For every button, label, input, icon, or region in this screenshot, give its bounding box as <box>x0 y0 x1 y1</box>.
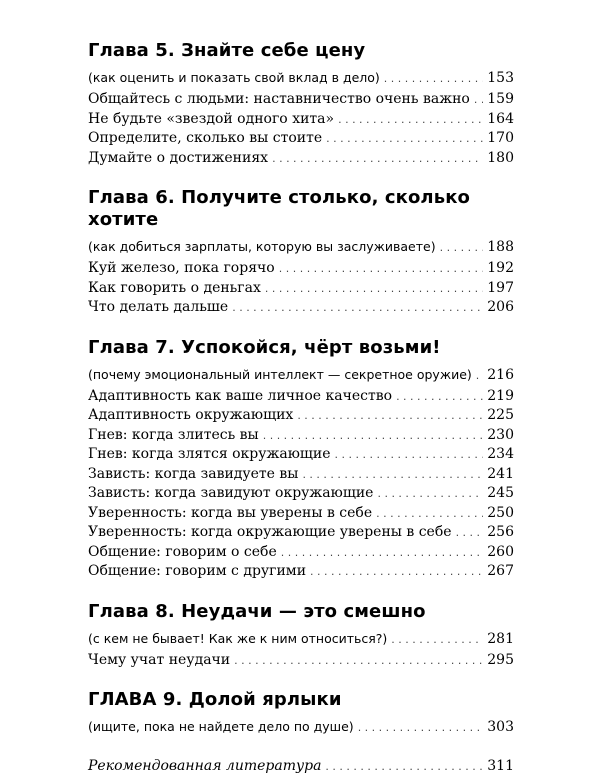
toc-entry[interactable] <box>88 484 514 504</box>
dot-leader <box>358 717 484 738</box>
page-number: 180 <box>487 149 514 166</box>
entry-title: (ищите, пока не найдете дело по душе) <box>88 719 354 734</box>
entry-title: Думайте о достижениях <box>88 149 269 166</box>
dot-leader <box>297 406 483 426</box>
entry-title: Гнев: когда злитесь вы <box>88 426 259 443</box>
toc-entry[interactable] <box>88 90 514 110</box>
table-of-contents <box>88 40 514 777</box>
entry-title: Куй железо, пока горячо <box>88 260 275 276</box>
page-number: 164 <box>487 110 514 127</box>
dot-leader <box>265 279 483 299</box>
entry-title: Рекомендованная литература <box>88 758 322 774</box>
page-number: 153 <box>487 70 514 86</box>
page-number: 241 <box>487 465 514 482</box>
page-number: 225 <box>487 407 514 423</box>
toc-entry[interactable] <box>88 298 514 318</box>
page-number: 230 <box>487 426 514 443</box>
entry-title: Адаптивность как ваше личное качество <box>88 387 393 404</box>
entry-title: Определите, сколько вы стоите <box>88 130 323 146</box>
toc-entry[interactable] <box>88 651 514 671</box>
page-number: 281 <box>487 630 514 647</box>
dot-leader <box>335 445 484 465</box>
entry-title: (как оценить и показать свой вклад в дело) <box>88 70 380 85</box>
entry-title: Чему учат неудачи <box>88 651 231 668</box>
entry-title: Общение: говорим о себе <box>88 543 277 560</box>
entry-title: (почему эмоциональный интеллект — секретное оружие) <box>88 366 472 382</box>
toc-entry[interactable] <box>88 504 514 524</box>
references-entry[interactable] <box>88 757 514 777</box>
dot-leader <box>272 149 483 169</box>
toc-entry[interactable] <box>88 465 514 485</box>
page-number: 311 <box>487 758 514 774</box>
dot-leader <box>263 426 484 446</box>
entry-title: Гнев: когда злятся окружающие <box>88 446 331 462</box>
entry-title: Зависть: когда завидуют окружающие <box>88 485 374 501</box>
chapter-block <box>88 601 514 671</box>
toc-entry[interactable] <box>88 129 514 149</box>
entry-title: Как говорить о деньгах <box>88 279 261 296</box>
dot-leader <box>377 484 483 504</box>
toc-entry[interactable] <box>88 387 514 407</box>
dot-leader <box>338 110 483 130</box>
entry-title: Общайтесь с людьми: наставничество очень важно <box>88 91 470 107</box>
dot-leader <box>302 465 483 485</box>
page-number: 245 <box>487 485 514 501</box>
page-number: 260 <box>487 543 514 560</box>
chapter-title[interactable]: Глава 6. Получите столько, сколько хотите <box>88 187 470 230</box>
chapter-subtitle-row[interactable] <box>88 364 514 386</box>
toc-entry[interactable] <box>88 149 514 169</box>
chapter-subtitle-row[interactable] <box>88 716 514 738</box>
chapter-block <box>88 689 514 738</box>
dot-leader <box>391 629 483 650</box>
entry-title: Общение: говорим с другими <box>88 563 307 579</box>
dot-leader <box>232 298 483 318</box>
entry-title: Зависть: когда завидуете вы <box>88 465 299 482</box>
page-number: 170 <box>487 130 514 146</box>
chapter-title[interactable]: ГЛАВА 9. Долой ярлыки <box>88 689 342 710</box>
toc-entry[interactable] <box>88 543 514 563</box>
toc-entry[interactable] <box>88 110 514 130</box>
chapter-subtitle-row[interactable] <box>88 67 514 89</box>
chapter-title[interactable]: Глава 7. Успокойся, чёрт возьми! <box>88 336 441 358</box>
page-number: 303 <box>487 719 514 735</box>
dot-leader <box>326 129 483 149</box>
page-number: 219 <box>487 387 514 404</box>
toc-entry[interactable] <box>88 426 514 446</box>
chapter-title[interactable]: Глава 8. Неудачи — это смешно <box>88 600 426 622</box>
dot-leader <box>440 237 484 258</box>
entry-title: Не будьте «звездой одного хита» <box>88 110 335 127</box>
toc-entry[interactable] <box>88 445 514 465</box>
page-number: 192 <box>487 260 514 276</box>
chapter-block <box>88 187 514 318</box>
entry-title: Адаптивность окружающих <box>88 407 294 423</box>
dot-leader <box>396 387 483 407</box>
dot-leader <box>376 504 483 524</box>
chapter-block <box>88 40 514 168</box>
chapter-block <box>88 337 514 582</box>
dot-leader <box>234 651 483 671</box>
references-block <box>88 757 514 777</box>
page-number: 159 <box>487 91 514 107</box>
page-number: 256 <box>487 524 514 540</box>
dot-leader <box>279 259 484 279</box>
toc-entry[interactable] <box>88 562 514 582</box>
toc-entry[interactable] <box>88 406 514 426</box>
entry-title: Уверенность: когда вы уверены в себе <box>88 504 373 521</box>
page-number: 188 <box>487 239 514 255</box>
chapter-title[interactable]: Глава 5. Знайте себе цену <box>88 40 366 61</box>
dot-leader <box>310 562 483 582</box>
chapter-subtitle-row[interactable] <box>88 236 514 258</box>
entry-title: (с кем не бывает! Как же к ним относиться?) <box>88 630 388 646</box>
toc-entry[interactable] <box>88 279 514 299</box>
toc-entry[interactable] <box>88 523 514 543</box>
dot-leader <box>456 523 484 543</box>
page-number: 267 <box>487 563 514 579</box>
dot-leader <box>325 757 483 777</box>
dot-leader <box>476 365 483 386</box>
page-number: 197 <box>487 279 514 296</box>
dot-leader <box>281 543 484 563</box>
entry-title: (как добиться зарплаты, которую вы заслуживаете) <box>88 239 436 254</box>
entry-title: Что делать дальше <box>88 299 229 315</box>
toc-entry[interactable] <box>88 259 514 279</box>
page-number: 234 <box>487 446 514 462</box>
page-number: 216 <box>487 366 514 383</box>
dot-leader <box>384 68 483 89</box>
page-number: 295 <box>487 651 514 668</box>
entry-title: Уверенность: когда окружающие уверены в себе <box>88 524 452 540</box>
page-number: 206 <box>487 299 514 315</box>
page-number: 250 <box>487 504 514 521</box>
dot-leader <box>474 90 483 110</box>
chapter-subtitle-row[interactable] <box>88 628 514 650</box>
